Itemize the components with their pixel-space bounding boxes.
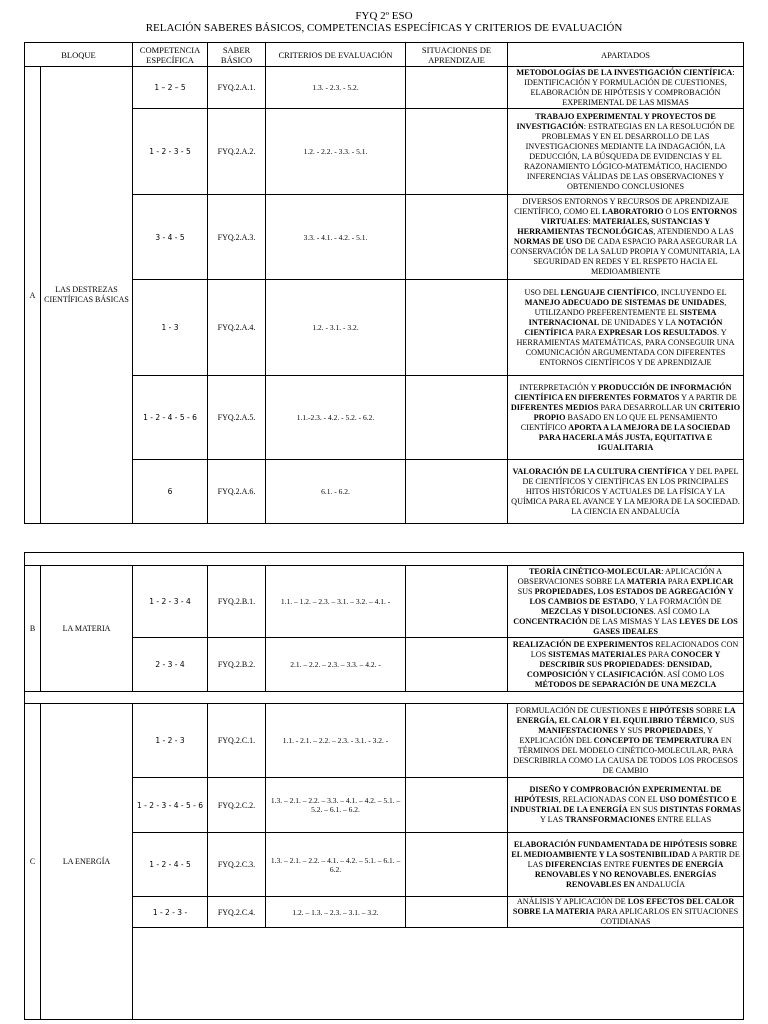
apartado-bold-text: MANEJO ADECUADO DE SISTEMAS DE UNIDADES [524,297,725,307]
table-row [25,897,744,928]
apartado-text: , Y EXPLICACIÓN DEL [519,725,713,745]
apartado-bold-text: EXPRESAR LOS RESULTADOS [598,327,717,337]
apartado-text: DIVERSOS ENTORNOS Y RECURSOS DE APRENDIZAJE CIENTÍFICO, COMO EL [514,197,729,216]
saber-cell: FYQ.2.A.5. [208,376,266,460]
situaciones-cell [406,460,508,524]
apartado-bold-text: METODOLOGÍAS DE LA INVESTIGACIÓN CIENTÍFICA [516,67,733,77]
competencia-cell: 1 - 2 - 3 - [133,897,208,928]
apartado-text: Y A PARTIR DE [679,392,737,402]
apartado-bold-text: SISTEMA INTERNACIONAL [528,307,717,327]
apartado-bold-text: LABORATORIO [602,207,664,216]
table-blocks-b-c [24,552,744,1020]
situaciones-cell [406,778,508,833]
situaciones-cell [406,704,508,778]
block-name: LAS DESTREZAS CIENTÍFICAS BÁSICAS [41,67,133,524]
table-row [25,778,744,833]
apartado-text: RELACIONADOS CON LOS [530,639,739,659]
saber-cell: FYQ.2.C.4. [208,897,266,928]
apartado-text: ENTRE [601,859,633,869]
apartado-text: Y [587,669,597,679]
apartado-bold-text: LENGUAJE CIENTÍFICO [560,287,657,297]
criterios-cell: 1.1. – 1.2. – 2.3. – 3.1. – 3.2. – 4.1. - [266,566,406,638]
saber-cell: FYQ.2.B.1. [208,566,266,638]
criterios-cell: 1.3. - 2.3. - 5.2. [266,67,406,109]
apartado-bold-text: CLASIFICACIÓN [596,669,664,679]
competencia-cell: 1 – 2 – 5 [133,67,208,109]
apartado-bold-text: USO DOMÉSTICO E INDUSTRIAL DE LA ENERGÍA [510,795,737,814]
col-header-criterios: CRITERIOS DE EVALUACIÓN [266,43,406,67]
saber-cell: FYQ.2.C.2. [208,778,266,833]
block-name: LA MATERIA [41,566,133,692]
apartados-cell [508,566,744,638]
apartado-bold-text: DISEÑO Y COMPROBACIÓN EXPERIMENTAL DE HIPÓTESIS [514,785,722,804]
apartado-text: PARA [646,649,671,659]
apartados-cell [508,778,744,833]
apartado-text: : ESTRATEGIAS EN LA RESOLUCIÓN DE PROBLEMAS Y EN EL DESARROLLO DE LAS INVESTIGACIONES MEDIANTE LA INDAGACIÓN, LA DEDUCCIÓN, LA BÚSQUEDA DE EVIDENCIAS Y EL RAZONAMIENTO LÓGICO-MATEMÁTICO, HACIENDO INFERENCIAS VÁLIDAS DE LAS OBSERVACIONES Y OBTENIENDO CONCLUSIONES [524,121,735,191]
table-row [25,67,744,109]
apartado-bold-text: EXPLICAR [690,576,734,586]
block-letter: C [25,704,41,1020]
empty-row [25,928,744,1020]
apartado-text: ANÁLISIS Y APLICACIÓN DE [516,897,628,906]
saber-cell: FYQ.2.C.3. [208,833,266,897]
saber-cell: FYQ.2.A.1. [208,67,266,109]
apartado-text: : [662,659,667,669]
apartado-bold-text: DIFERENCIAS [545,859,602,869]
apartado-bold-text: LEYES DE LOS GASES IDEALES [593,616,738,636]
situaciones-cell [406,897,508,928]
apartados-cell [508,376,744,460]
criterios-cell: 1.3. – 2.1. – 2.2. – 4.1. – 4.2. – 5.1. – 6.1. – 6.2. [266,833,406,897]
competencia-cell: 1 - 2 - 3 - 4 - 5 - 6 [133,778,208,833]
saber-cell: FYQ.2.A.3. [208,195,266,280]
table-row [25,833,744,897]
apartados-cell [508,109,744,195]
apartado-bold-text: FUENTES DE ENERGÍA RENOVABLES Y NO RENOVABLES. ENERGÍAS RENOVABLES EN [534,859,724,889]
apartado-text: Y SUS [618,725,645,735]
col-header-situaciones: SITUACIONES DE APRENDIZAJE [406,43,508,67]
apartado-text: PARA [665,576,691,586]
criterios-cell: 1.2. - 2.2. - 3.3. - 5.1. [266,109,406,195]
competencia-cell: 1 - 2 - 3 - 4 [133,566,208,638]
apartado-bold-text: CONCEPTO DE TEMPERATURA [593,735,719,745]
table-block-a [24,42,744,524]
saber-cell: FYQ.2.C.1. [208,704,266,778]
apartado-text: DE UNIDADES Y LA [599,317,678,327]
table-row [25,280,744,376]
apartado-text: O LOS [663,207,692,216]
competencia-cell: 6 [133,460,208,524]
apartados-cell [508,638,744,692]
criterios-cell: 1.1. - 2.1. – 2.2. – 2.3. - 3.1. - 3.2. - [266,704,406,778]
apartado-bold-text: PROPIEDADES [644,725,704,735]
apartado-text: A PARTIR DE LAS [527,849,740,869]
col-header-bloque: BLOQUE [25,43,133,67]
competencia-cell: 1 - 2 - 4 - 5 [133,833,208,897]
apartado-bold-text: MÉTODOS DE SEPARACIÓN DE UNA MEZCLA [534,679,717,689]
document-main-title: RELACIÓN SABERES BÁSICOS, COMPETENCIAS ESPECÍFICAS Y CRITERIOS DE EVALUACIÓN [145,22,623,34]
apartado-text: SUS [517,586,535,596]
competencia-cell: 1 - 2 - 4 - 5 - 6 [133,376,208,460]
apartado-text: PARA [573,327,599,337]
criterios-cell: 1.2. – 1.3. – 2.3. – 3.1. – 3.2. [266,897,406,928]
apartado-text: , UTILIZANDO PREFERENTEMENTE EL [534,297,727,317]
criterios-cell: 6.1. - 6.2. [266,460,406,524]
col-header-saber: SABER BÁSICO [208,43,266,67]
apartado-bold-text: CONCENTRACIÓN [513,616,588,626]
apartado-text: DE CADA ESPACIO PARA ASEGURAR LA CONSERVACIÓN DE LA SALUD PROPIA Y COMUNITARIA, LA SEGURIDAD EN REDES Y EL RESPETO HACIA EL MEDIOAMBIENTE [510,237,741,276]
table-row [25,195,744,280]
apartado-text: , Y LA FORMACIÓN DE [635,596,722,606]
saber-cell: FYQ.2.A.6. [208,460,266,524]
apartado-text: , SUS [715,715,735,725]
apartado-bold-text: DIFERENTES MEDIOS [510,402,599,412]
block-separator [25,692,744,704]
table-row [25,704,744,778]
competencia-cell: 1 - 2 - 3 - 5 [133,109,208,195]
apartado-bold-text: SISTEMAS MATERIALES [548,649,647,659]
apartado-bold-text: DISTINTAS FORMAS [659,805,741,814]
apartado-bold-text: DENSIDAD, COMPOSICIÓN [526,659,712,679]
competencia-cell: 2 - 3 - 4 [133,638,208,692]
competencia-cell: 1 - 3 [133,280,208,376]
apartado-bold-text: PROPIEDADES, LOS ESTADOS DE AGREGACIÓN Y LOS CAMBIOS DE ESTADO [529,586,734,606]
situaciones-cell [406,566,508,638]
apartados-cell [508,704,744,778]
saber-cell: FYQ.2.A.4. [208,280,266,376]
competencia-cell: 3 - 4 - 5 [133,195,208,280]
apartados-cell [508,67,744,109]
competencia-cell: 1 - 2 - 3 [133,704,208,778]
apartado-text: ENTRE ELLAS [655,815,712,824]
situaciones-cell [406,280,508,376]
apartado-text: USO DEL [524,287,561,297]
apartado-text: : APLICACIÓN A OBSERVACIONES SOBRE LA [517,566,723,586]
table-row [25,638,744,692]
apartado-bold-text: MATERIA [626,576,666,586]
criterios-cell: 3.3. - 4.1. - 4.2. - 5.1. [266,195,406,280]
apartado-text: EN TÉRMINOS DEL MODELO CINÉTICO-MOLECULAR, PARA DESCRIBIRLA COMO LA CAUSA DE TODOS LOS PROCESOS DE CAMBIO [513,735,738,775]
apartado-bold-text: ELABORACIÓN FUNDAMENTADA DE HIPÓTESIS SOBRE EL MEDIOAMBIENTE Y LA SOSTENIBILIDAD [511,839,738,859]
criterios-cell: 2.1. – 2.2. – 2.3. – 3.3. – 4.2. - [266,638,406,692]
block-letter: A [25,67,41,524]
apartado-bold-text: TEORÍA CINÉTICO-MOLECULAR [528,566,662,576]
apartado-bold-text: TRABAJO EXPERIMENTAL Y PROYECTOS DE INVESTIGACIÓN [516,111,716,131]
situaciones-cell [406,638,508,692]
apartado-bold-text: CONOCER Y DESCRIBIR SUS PROPIEDADES [539,649,721,669]
apartado-text: PARA DESARROLLAR UN [598,402,699,412]
situaciones-cell [406,376,508,460]
apartados-cell [508,833,744,897]
apartado-bold-text: LOS EFECTOS DEL CALOR SOBRE LA MATERIA [512,897,735,916]
apartado-bold-text: REALIZACIÓN DE EXPERIMENTOS [512,639,654,649]
table-row [25,566,744,638]
apartados-cell [508,897,744,928]
apartado-bold-text: LA ENERGÍA, EL CALOR Y EL EQUILIBRIO TÉRMICO [516,705,736,725]
apartado-text: SOBRE [693,705,725,715]
situaciones-cell [406,833,508,897]
apartado-text: . Y HERRAMIENTAS MATEMÁTICAS, PARA CONSEGUIR UNA COMUNICACIÓN ARGUMENTADA CON DIFERENTES ENTORNOS CIENTÍFICOS Y DE APRENDIZAJE [516,327,735,367]
apartado-bold-text: CRITERIO PROPIO [533,402,741,422]
apartado-text: ANDALUCÍA [634,879,686,889]
apartado-text: FORMULACIÓN DE CUESTIONES E [515,705,650,715]
apartado-bold-text: NORMAS DE USO [513,237,583,246]
apartados-cell [508,195,744,280]
criterios-cell: 1.2. - 3.1. - 3.2. [266,280,406,376]
block-name: LA ENERGÍA [41,704,133,1020]
document-course-title: FYQ 2º ESO [355,10,413,22]
apartado-bold-text: APORTA A LA MEJORA DE LA SOCIEDAD PARA HACERLA MÁS JUSTA, EQUITATIVA E IGUALITARIA [538,422,731,452]
apartado-bold-text: MATERIALES, SUSTANCIAS Y HERRAMIENTAS TECNOLÓGICAS [517,217,711,236]
apartado-text: , ATENDIENDO A LAS [653,227,734,236]
table-row [25,109,744,195]
apartado-text: PARA APLICARLOS EN SITUACIONES COTIDIANAS [594,907,739,926]
apartado-bold-text: HIPÓTESIS [649,705,694,715]
apartado-text: , RELACIONADAS CON EL [558,795,660,804]
apartado-text: EN SUS [627,805,660,814]
apartado-bold-text: NOTACIÓN CIENTÍFICA [524,317,723,337]
table-row [25,460,744,524]
apartado-bold-text: VALORACIÓN DE LA CULTURA CIENTÍFICA [512,466,688,476]
apartados-cell [508,280,744,376]
situaciones-cell [406,67,508,109]
apartado-bold-text: PRODUCCIÓN DE INFORMACIÓN CIENTÍFICA EN DIFERENTES FORMATOS [514,382,732,402]
apartado-bold-text: TRANSFORMACIONES [565,815,656,824]
apartado-text: : IDENTIFICACIÓN Y FORMULACIÓN DE CUESTIONES, ELABORACIÓN DE HIPÓTESIS Y COMPROBACIÓN EXPERIMENTAL DE LAS MISMAS [524,67,735,107]
saber-cell: FYQ.2.B.2. [208,638,266,692]
apartado-text: Y LAS [539,815,566,824]
apartado-text: Y DEL PAPEL DE CIENTÍFICOS Y CIENTÍFICAS EN LOS PRINCIPALES HITOS HISTÓRICOS Y ACTUALES DE LA FÍSICA Y LA QUÍMICA PARA EL AVANCE Y LA MEJORA DE LA SOCIEDAD. LA CIENCIA EN ANDALUCÍA [511,466,740,516]
apartado-text: . ASÍ COMO LOS [663,669,725,679]
apartado-bold-text: MEZCLAS Y DISOLUCIONES [540,606,654,616]
apartado-bold-text: MANIFESTACIONES [538,725,619,735]
block-letter: B [25,566,41,692]
apartado-text: DE LAS MISMAS Y LAS [587,616,680,626]
col-header-apartados: APARTADOS [508,43,744,67]
apartado-text: : [588,217,593,226]
apartado-text: . ASÍ COMO LA [653,606,711,616]
criterios-cell: 1.3. – 2.1. – 2.2. – 3.3. – 4.1. – 4.2. – 5.1. – 5.2. – 6.1. – 6.2. [266,778,406,833]
situaciones-cell [406,195,508,280]
col-header-competencia: COMPETENCIA ESPECÍFICA [133,43,208,67]
situaciones-cell [406,109,508,195]
apartados-cell [508,460,744,524]
criterios-cell: 1.1.-2.3. - 4.2. - 5.2. - 6.2. [266,376,406,460]
apartado-bold-text: ENTORNOS VIRTUALES [540,207,737,226]
apartado-text: BASADO EN LO QUE EL PENSAMIENTO CIENTÍFICO [520,412,718,432]
table-top-bar [25,553,744,566]
table-header-row [25,43,744,67]
apartado-text: INTERPRETACIÓN Y [519,382,599,392]
saber-cell: FYQ.2.A.2. [208,109,266,195]
apartado-text: , INCLUYENDO EL [656,287,727,297]
table-row [25,376,744,460]
